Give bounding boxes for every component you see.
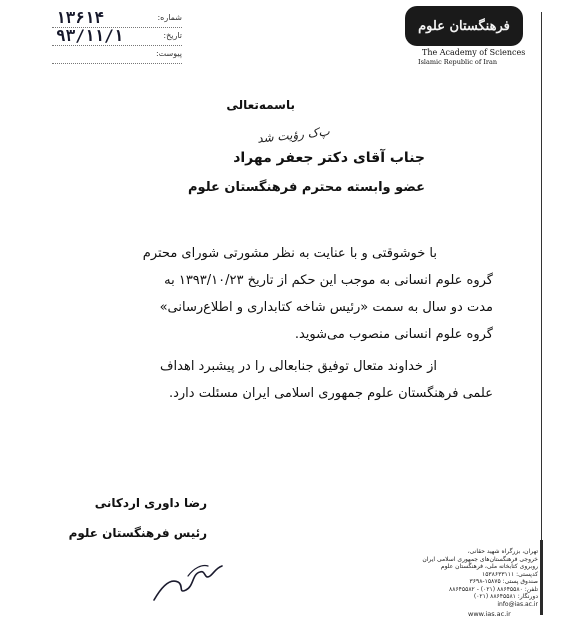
address-line: تهران، بزرگراه شهید حقانی، [467,548,538,555]
addressee-position: عضو وابسته محترم فرهنگستان علوم [188,180,425,195]
basmala: باسمه‌تعالی [226,98,295,112]
signatory-name: رضا داوری اردکانی [94,496,207,510]
letter-body [73,240,493,407]
handwritten-note: پ‌ک رؤیت شد [256,124,331,146]
attachment-label: پیوست: [155,49,182,58]
signature-mark [148,556,228,606]
margin-rule [541,12,542,540]
address-line: خروجی فرهنگستان‌های جمهوری اسلامی ایران [422,555,538,563]
signatory-title: رئیس فرهنگستان علوم [68,526,207,540]
edge-mark [540,540,543,615]
logo-text-fa: فرهنگستان علوم [418,18,510,34]
address-line: تلفن: ۸۸۶۴۵۵۸۰ (۰۲۱) - ۸۸۶۴۵۵۸۲ [449,585,538,593]
body-line: گروه علوم انسانی منصوب می‌شوید. [294,327,493,342]
logo-text-en: The Academy of Sciences [422,48,526,57]
footer-address [420,548,538,608]
letter-date: ۹۳/۱۱/۱ [56,26,124,45]
body-line: با خوشوقتی و با عنایت به نظر مشورتی شورای محترم [142,246,437,261]
letter-meta [52,8,182,66]
logo-text-en-sub: Islamic Republic of Iran [418,58,498,66]
date-row [52,26,182,46]
date-label: تاریخ: [163,31,182,40]
address-line: info@ias.ac.ir [497,600,538,608]
footer-website: www.ias.ac.ir [468,610,511,618]
address-line: روبروی کتابخانه ملی، فرهنگستان علوم [440,563,538,570]
closing-line: از خداوند متعال توفیق جنابعالی را در پیشبرد اهداف [160,359,437,374]
addressee: جناب آقای دکتر جعفر مهراد [233,150,425,166]
academy-logo [405,6,523,46]
attachment-row [52,48,182,64]
number-label: شماره: [157,13,182,22]
address-line: دورنگار: ۸۸۶۴۵۵۸۱ (۰۲۱) [473,593,538,600]
closing-line: علمی فرهنگستان علوم جمهوری اسلامی ایران مسئلت دارد. [168,386,493,401]
address-line: صندوق پستی: ۱۵۸۷۵-۳۶۹۸ [469,578,538,585]
address-line: کدپستی: ۱۵۳۸۶۳۳۱۱۱ [481,570,538,578]
body-line: مدت دو سال به سمت «رئیس شاخه کتابداری و اطلاع‌رسانی» [159,300,493,315]
letter-number: ۱۳۶۱۴ [56,8,105,27]
body-line: گروه علوم انسانی به موجب این حکم از تاریخ ۱۳۹۳/۱۰/۲۳ به [164,273,493,288]
